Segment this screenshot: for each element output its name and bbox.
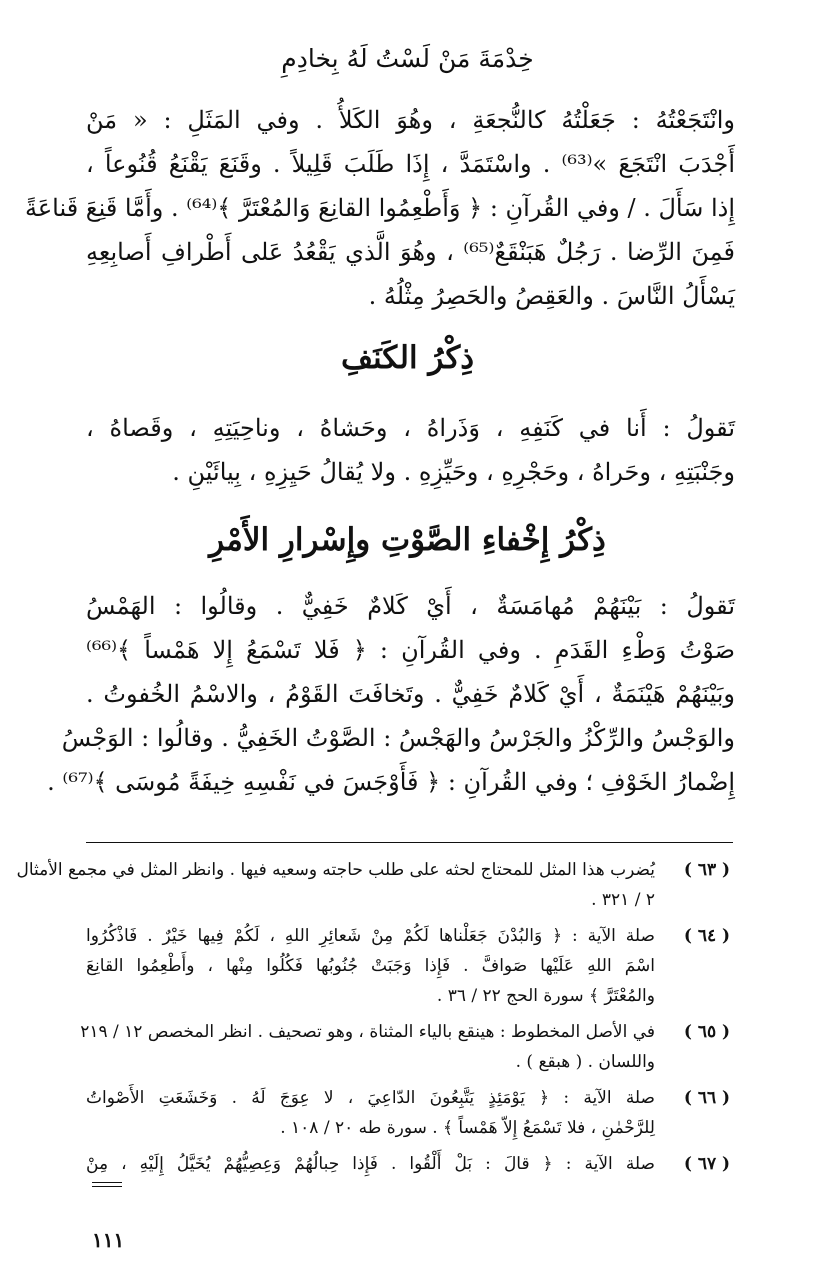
page-number: ١١١ [92,1228,125,1252]
footnote-63 [16,855,735,915]
text-line: وجَنْبَتِهِ ، وحَراهُ ، وحَجْرِهِ ، وحَيِّزِهِ . ولا يُقالُ حَيِزِهِ ، بِيائَيْنِ . [172,458,735,486]
footnote-line: والمُعْتَرَّ ﴾ سورة الحج ٢٢ / ٣٦ . [436,986,655,1006]
footnote-line: في الأصل المخطوط : هينقع بالياء المثناة ، وهو تصحيف . انظر المخصص ١٢ / ٢١٩ [80,1022,655,1042]
text-line: والوَجْسُ والرِّكْزُ والجَرْسُ والهَجْسُ : الصَّوْتُ الخَفِيُّ . وقالُوا : الوَجْسُ [61,724,735,752]
section-heading-kanaf: ذِكْرُ الكَنَفِ [340,340,475,376]
paragraph-voice [47,584,735,804]
text-line: صَوْتُ وَطْءِ القَدَمِ . وفي القُرآنِ : ﴿ فَلا تَسْمَعُ إِلا هَمْساً ﴾⁽⁶⁶⁾ [86,636,735,664]
footnote-number: ( ٦٤ ) [683,926,731,946]
footnote-line: صلة الآية : ﴿ وَالبُدْنَ جَعَلْناها لَكُمْ مِنْ شَعائِرِ اللهِ ، لَكُمْ فِيها خَيْرٌ . فَاذْكُرُوا [86,926,655,946]
footnote-line: صلة الآية : ﴿ يَوْمَئِذٍ يَتَّبِعُونَ الدّاعِيَ ، لا عِوَجَ لَهُ . وَخَشَعَتِ الأَصْواتُ [86,1088,655,1108]
footnote-66 [86,1083,735,1143]
footnote-line: لِلرَّحْمٰنِ ، فلا تَسْمَعُ إِلاّ هَمْساً ﴾ . سورة طه ٢٠ / ١٠٨ . [280,1118,655,1138]
footnote-number: ( ٦٣ ) [683,860,731,880]
continuation-mark [92,1182,122,1187]
footnote-separator [86,842,733,843]
text-line: وبَيْنَهُمْ هَيْنَمَةٌ ، أَيْ كَلامٌ خَفِيٌّ . وتَخافَتَ القَوْمُ ، والاسْمُ الخُفوتُ . [86,680,735,708]
footnote-number: ( ٦٥ ) [683,1022,731,1042]
footnote-64 [86,921,735,1011]
text-line: أَجْدَبَ انْتَجَعَ »⁽⁶³⁾ . واسْتَمَدَّ ، إِذَا طَلَبَ قَلِيلاً . وقَنَعَ يَقْنَعُ قُنُوعاً ، [86,150,736,178]
section-heading-voice: ذِكْرُ إِخْفاءِ الصَّوْتِ وإِسْرارِ الأَمْرِ [209,522,606,558]
text-line: تَقولُ : أَنا في كَنَفِهِ ، وَذَراهُ ، وحَشاهُ ، وناحِيَتِهِ ، وقَصاهُ ، [86,414,735,442]
footnote-number: ( ٦٦ ) [683,1088,731,1108]
text-line: تَقولُ : بَيْنَهُمْ مُهامَسَةٌ ، أَيْ كَلامٌ خَفِيٌّ . وقالُوا : الهَمْسُ [86,592,735,620]
footnote-number: ( ٦٧ ) [683,1154,731,1174]
text-line: إِذا سَأَلَ . / وفي القُرآنِ : ﴿ وَأَطْعِمُوا القانِعَ وَالمُعْتَرَّ ﴾⁽⁶⁴⁾ . وأَمَّا قَنِعَ قَناعَةً [24,194,735,222]
text-line: يَسْأَلُ النَّاسَ . والعَقِصُ والحَصِرُ مِثْلُهُ . [368,282,735,310]
footnote-line: اسْمَ اللهِ عَلَيْها صَوافَّ . فَإِذا وَجَبَتْ جُنُوبُها فَكُلُوا مِنْها ، وأَطْعِمُوا القانِعَ [86,956,655,976]
paragraph-kanaf [86,406,735,494]
paragraph-intijaa [24,98,736,318]
text-line: فَمِنَ الرِّضا . رَجُلٌ هَبَنْقَعٌ⁽⁶⁵⁾ ، وهُوَ الَّذي يَقْعُدُ عَلى أَطْرافِ أَصابِعِهِ [86,238,735,266]
text-line: وانْتَجَعْتُهُ : جَعَلْتُهُ كالنُّجعَةِ ، وهُوَ الكَلأُ . وفي المَثَلِ : « مَنْ [86,106,735,134]
footnote-line: صلة الآية : ﴿ قالَ : بَلْ أَلْقُوا . فَإِذا حِبالُهُمْ وَعِصِيُّهُمْ يُخَيَّلُ إِلَيْهِ ، مِنْ [86,1154,655,1174]
footnote-65 [80,1017,735,1077]
footnote-67 [86,1149,735,1179]
footnote-line: يُضرب هذا المثل للمحتاج لحثه على طلب حاجته وسعيه فيها . وانظر المثل في مجمع الأمثال [16,860,655,880]
running-head: خِدْمَةَ مَنْ لَسْتُ لَهُ بِخادِمِ [281,44,534,73]
footnotes [16,855,735,1185]
footnote-line: واللسان . ( هبقع ) . [515,1052,655,1072]
text-line: إِضْمارُ الخَوْفِ ؛ وفي القُرآنِ : ﴿ فَأَوْجَسَ في نَفْسِهِ خِيفَةً مُوسَى ﴾⁽⁶⁷⁾ . [47,768,735,796]
footnote-line: ٢ / ٣٢١ . [591,890,655,910]
